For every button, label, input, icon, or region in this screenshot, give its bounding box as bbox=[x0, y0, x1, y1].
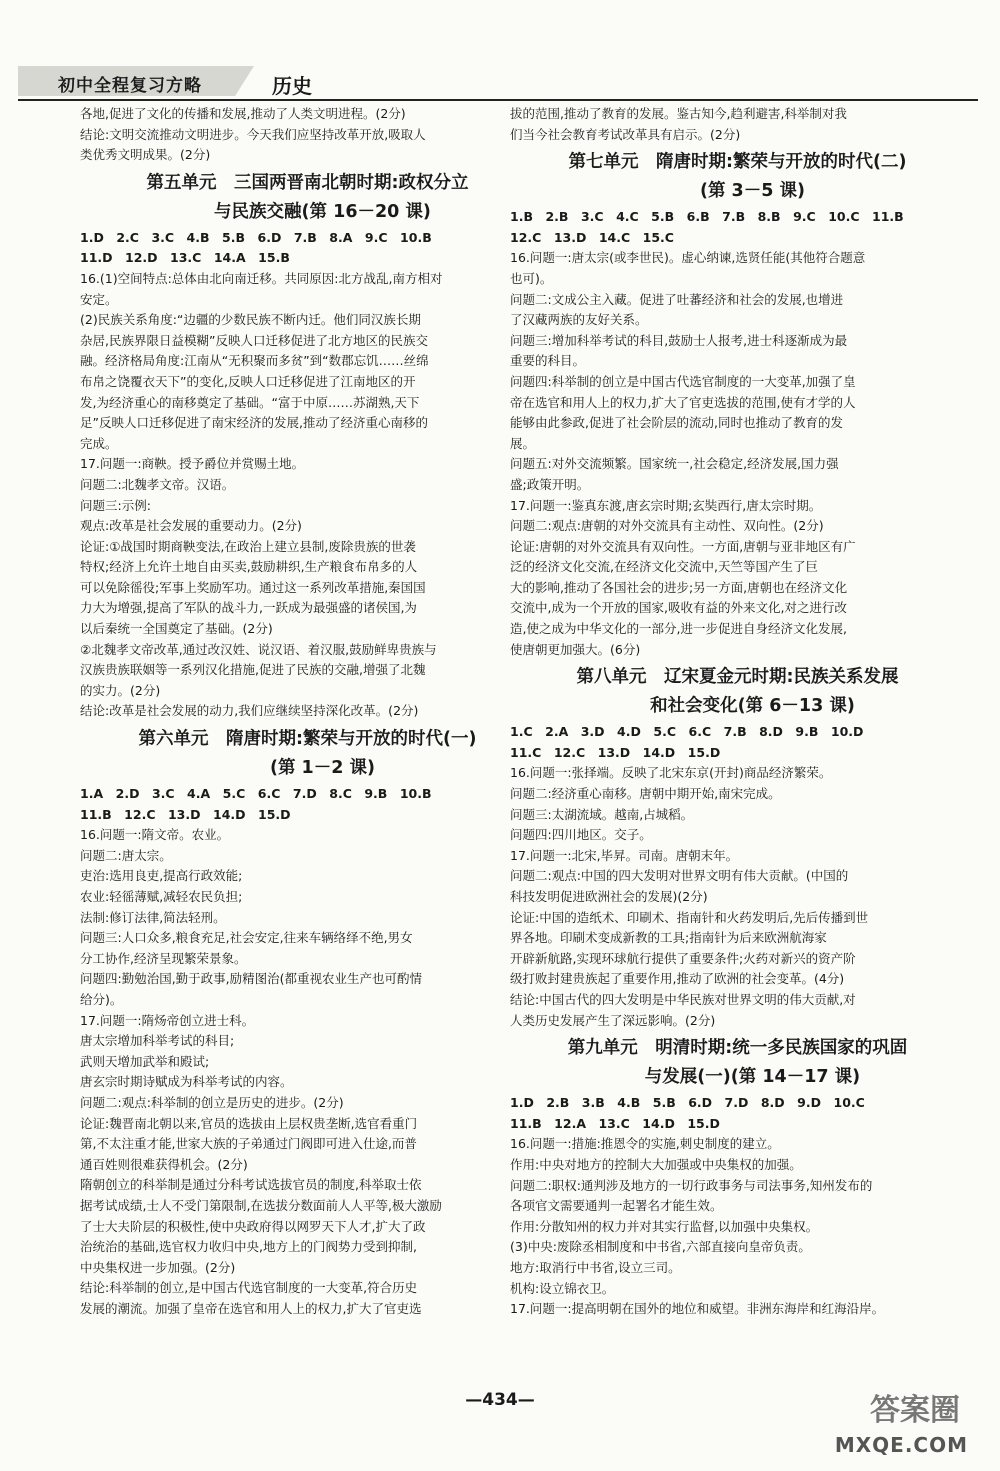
answer-text-line: 了汉藏两族的友好关系。 bbox=[510, 312, 648, 328]
answer-text-line: 结论:科举制的创立,是中国古代选官制度的一大变革,符合历史 bbox=[80, 1280, 418, 1296]
answer-text-line: 级打败封建贵族起了重要作用,推动了欧洲的社会变革。(4分) bbox=[510, 971, 845, 987]
answer-text-line: 帝在选官和用人上的权力,扩大了官吏选拔的范围,使有才学的人 bbox=[510, 394, 856, 410]
answer-text-line: 泛的经济文化交流,在经济文化交流中,天竺等国产生了巨 bbox=[510, 559, 818, 575]
answer-key-line: 11.C 12.C 13.D 14.D 15.D bbox=[510, 744, 721, 760]
answer-text-line: 中央集权进一步加强。(2分) bbox=[80, 1259, 236, 1275]
right-column bbox=[510, 104, 965, 1320]
answer-key-line: 12.C 13.D 14.C 15.C bbox=[510, 229, 674, 245]
answer-text-line: 17.问题一:商鞅。授予爵位并赏赐土地。 bbox=[80, 456, 305, 472]
answer-text-line: 重要的科目。 bbox=[510, 353, 586, 369]
answer-text-line: 问题二:观点:唐朝的对外交流具有主动性、双向性。(2分) bbox=[510, 518, 824, 534]
answer-key-line: 1.B 2.B 3.C 4.C 5.B 6.B 7.B 8.B 9.C 10.C 11.B bbox=[510, 209, 904, 225]
answer-text-line: 融。经济格局角度:江南从“无积聚而多贫”到“数郡忘饥……丝绵 bbox=[80, 353, 429, 369]
answer-text-line: 问题三:太湖流域。越南,占城稻。 bbox=[510, 806, 694, 822]
answer-text-line: 作用:中央对地方的控制大大加强或中央集权的加强。 bbox=[510, 1156, 802, 1172]
watermark-text: MXQE.COM bbox=[834, 1433, 968, 1457]
answer-text-line: 展。 bbox=[510, 435, 536, 451]
answer-text-line: 界各地。印刷术变成新教的工具;指南针为后来欧洲航海家 bbox=[510, 930, 827, 946]
page-header bbox=[18, 66, 978, 102]
answer-text-line: 能够由此参政,促进了社会阶层的流动,同时也推动了教育的发 bbox=[510, 415, 843, 431]
answer-text-line: 吏治:选用良吏,提高行政效能; bbox=[80, 868, 243, 884]
answer-text-line: 特权;经济上允许土地自由买卖,鼓励耕织,生产粮食布帛多的人 bbox=[80, 559, 418, 575]
answer-text-line: 各地,促进了文化的传播和发展,推动了人类文明进程。(2分) bbox=[80, 106, 406, 121]
answer-text-line: 问题四:四川地区。交子。 bbox=[510, 827, 652, 843]
answer-text-line: 地方:取消行中书省,设立三司。 bbox=[510, 1259, 681, 1275]
answer-text-line: 的实力。(2分) bbox=[80, 682, 161, 698]
answer-text-line: 杂居,民族界限日益模糊”反映人口迁移促进了北方地区的民族交 bbox=[80, 332, 428, 348]
watermark-logo: 答案圈 bbox=[870, 1393, 960, 1428]
unit-heading-line2: (第 1－2 课) bbox=[269, 758, 376, 779]
answer-text-line: 大的影响,推动了各国社会的进步;另一方面,唐朝也在经济文化 bbox=[510, 579, 848, 595]
unit-heading bbox=[510, 663, 965, 721]
answer-text-line: 发展的潮流。加强了皇帝在选官和用人上的权力,扩大了官吏选 bbox=[80, 1300, 422, 1316]
answer-text-line: 也可)。 bbox=[510, 270, 553, 286]
answer-text-line: 隋朝创立的科举制是通过分科考试选拔官员的制度,科举取士依 bbox=[80, 1177, 422, 1193]
unit-heading bbox=[80, 169, 535, 227]
unit-heading-line2: 和社会变化(第 6－13 课) bbox=[650, 696, 855, 717]
answer-text-line: 作用:分散知州的权力并对其实行监督,以加强中央集权。 bbox=[510, 1218, 819, 1234]
answer-text-line: 问题三:增加科举考试的科目,鼓励士人报考,进士科逐渐成为最 bbox=[510, 332, 848, 348]
answer-text-line: 结论:改革是社会发展的动力,我们应继续坚持深化改革。(2分) bbox=[80, 703, 419, 719]
unit-heading-line1: 第六单元 隋唐时期:繁荣与开放的时代(一) bbox=[138, 729, 477, 750]
series-title: 初中全程复习方略 bbox=[58, 76, 202, 96]
unit-heading bbox=[80, 725, 535, 783]
answer-text-line: 类优秀文明成果。(2分) bbox=[80, 147, 211, 163]
answer-text-line: 16.问题一:唐太宗(或李世民)。虚心纳谏,选贤任能(其他符合题意 bbox=[510, 250, 866, 266]
answer-text-line: 17.问题一:鉴真东渡,唐玄宗时期;玄奘西行,唐太宗时期。 bbox=[510, 497, 822, 513]
answer-text-line: 问题四:科举制的创立是中国古代选官制度的一大变革,加强了皇 bbox=[510, 373, 856, 389]
answer-key-line: 1.D 2.B 3.B 4.B 5.B 6.D 7.D 8.D 9.D 10.C bbox=[510, 1095, 865, 1111]
answer-text-line: (2)民族关系角度:“边疆的少数民族不断内迁。他们同汉族长期 bbox=[80, 312, 421, 328]
unit-heading-line1: 第九单元 明清时期:统一多民族国家的巩固 bbox=[567, 1038, 908, 1059]
answer-text-line: 据考试成绩,士人不受门第限制,在选拔分数面前人人平等,极大激励 bbox=[80, 1197, 442, 1213]
answer-text-line: 造,使之成为中华文化的一部分,进一步促进自身经济文化发展, bbox=[510, 621, 847, 637]
answer-text-line: 问题二:北魏孝文帝。汉语。 bbox=[80, 476, 235, 492]
answer-key-line: 11.B 12.A 13.C 14.D 15.D bbox=[510, 1115, 720, 1131]
answer-text-line: 论证:中国的造纸术、印刷术、指南针和火药发明后,先后传播到世 bbox=[510, 909, 869, 925]
answer-text-line: 完成。 bbox=[80, 435, 118, 451]
answer-text-line: 使唐朝更加强大。(6分) bbox=[510, 641, 641, 657]
answer-text-line: 人类历史发展产生了深远影响。(2分) bbox=[510, 1012, 716, 1028]
answer-text-line: 问题二:唐太宗。 bbox=[80, 847, 172, 863]
answer-key-line: 1.A 2.D 3.C 4.A 5.C 6.C 7.D 8.C 9.B 10.B bbox=[80, 786, 432, 802]
answer-text-line: 论证:唐朝的对外交流具有双向性。一方面,唐朝与亚非地区有广 bbox=[510, 538, 856, 554]
answer-text-line: 论证:①战国时期商鞅变法,在政治上建立县制,废除贵族的世袭 bbox=[80, 538, 416, 554]
unit-heading-line2: 与发展(一)(第 14－17 课) bbox=[644, 1067, 861, 1088]
answer-text-line: 唐玄宗时期诗赋成为科举考试的内容。 bbox=[80, 1074, 293, 1090]
answer-text-line: 可以免除徭役;军事上奖励军功。通过这一系列改革措施,秦国国 bbox=[80, 579, 426, 595]
answer-text-line: 科技发明促进欧洲社会的发展)(2分) bbox=[510, 889, 708, 904]
answer-text-line: 盛;政策开明。 bbox=[510, 476, 590, 492]
answer-text-line: 法制:修订法律,简法轻刑。 bbox=[80, 909, 226, 925]
answer-text-line: 问题五:对外交流频繁。国家统一,社会稳定,经济发展,国力强 bbox=[510, 456, 839, 472]
header-rule bbox=[18, 99, 978, 101]
answer-text-line: 17.问题一:提高明朝在国外的地位和威望。非洲东海岸和红海沿岸。 bbox=[510, 1301, 885, 1317]
answer-text-line: 16.(1)空间特点:总体由北向南迁移。共同原因:北方战乱,南方相对 bbox=[80, 270, 443, 286]
answer-text-line: 唐太宗增加科举考试的科目; bbox=[80, 1033, 235, 1049]
answer-text-line: 布帛之饶覆衣天下”的变化,反映人口迁移促进了江南地区的开 bbox=[80, 373, 416, 389]
answer-key-line: 1.C 2.A 3.D 4.D 5.C 6.C 7.B 8.D 9.B 10.D bbox=[510, 724, 864, 740]
answer-key-line: 1.D 2.C 3.C 4.B 5.B 6.D 7.B 8.A 9.C 10.B bbox=[80, 229, 432, 245]
answer-text-line: 以后秦统一全国奠定了基础。(2分) bbox=[80, 621, 273, 637]
unit-heading bbox=[510, 1034, 965, 1092]
answer-text-line: 给分)。 bbox=[80, 991, 123, 1007]
answer-text-line: 问题二:观点:中国的四大发明对世界文明有伟大贡献。(中国的 bbox=[510, 868, 849, 884]
answer-text-line: 通百姓则很难获得机会。(2分) bbox=[80, 1156, 248, 1172]
answer-text-line: 问题三:人口众多,粮食充足,社会安定,往来车辆络绎不绝,男女 bbox=[80, 930, 413, 946]
answer-text-line: 问题四:勤勉治国,勤于政事,励精图治(都重视农业生产也可酌情 bbox=[80, 971, 423, 987]
answer-text-line: 16.问题一:隋文帝。农业。 bbox=[80, 827, 230, 843]
answer-text-line: 发,为经济重心的南移奠定了基础。“富于中原……苏湖熟,天下 bbox=[80, 394, 420, 410]
answer-text-line: 观点:改革是社会发展的重要动力。(2分) bbox=[80, 518, 302, 534]
answer-text-line: ②北魏孝文帝改革,通过改汉姓、说汉语、着汉服,鼓励鲜卑贵族与 bbox=[80, 641, 437, 657]
answer-text-line: 17.问题一:北宋,毕昇。司南。唐朝末年。 bbox=[510, 847, 739, 863]
answer-text-line: 论证:魏晋南北朝以来,官员的选拔由上层权贵垄断,选官看重门 bbox=[80, 1115, 418, 1131]
answer-key-line: 11.D 12.D 13.C 14.A 15.B bbox=[80, 250, 290, 266]
answer-text-line: 结论:文明交流推动文明进步。今天我们应坚持改革开放,吸取人 bbox=[80, 126, 426, 142]
answer-text-line: 16.问题一:措施:推恩令的实施,刺史制度的建立。 bbox=[510, 1136, 780, 1152]
answer-text-line: 治统治的基础,选官权力收归中央,地方上的门阀势力受到抑制, bbox=[80, 1239, 417, 1255]
subject-title: 历史 bbox=[272, 74, 312, 98]
answer-text-line: 们当今社会教育考试改革具有启示。(2分) bbox=[510, 126, 741, 142]
answer-text-line: 交流中,成为一个开放的国家,吸收有益的外来文化,对之进行改 bbox=[510, 600, 847, 616]
answer-text-line: 了士大夫阶层的积极性,使中央政府得以网罗天下人才,扩大了政 bbox=[80, 1218, 426, 1234]
answer-text-line: 武则天增加武举和殿试; bbox=[80, 1053, 210, 1069]
left-column bbox=[80, 104, 535, 1319]
answer-text-line: 问题二:经济重心南移。唐朝中期开始,南宋完成。 bbox=[510, 786, 781, 802]
answer-text-line: 问题二:观点:科举制的创立是历史的进步。(2分) bbox=[80, 1094, 344, 1110]
answer-text-line: 问题三:示例: bbox=[80, 497, 151, 513]
answer-text-line: 足”反映人口迁移促进了南宋经济的发展,推动了经济重心南移的 bbox=[80, 415, 428, 431]
answer-text-line: (3)中央:废除丞相制度和中书省,六部直接向皇帝负责。 bbox=[510, 1239, 811, 1255]
page-number: —434— bbox=[465, 1390, 535, 1410]
unit-heading-line1: 第八单元 辽宋夏金元时期:民族关系发展 bbox=[576, 667, 899, 688]
unit-heading-line2: 与民族交融(第 16－20 课) bbox=[214, 201, 431, 222]
answer-key-line: 11.B 12.C 13.D 14.D 15.D bbox=[80, 806, 291, 822]
unit-heading-line2: (第 3－5 课) bbox=[699, 181, 806, 202]
answer-text-line: 各项官文需要通判一起署名才能生效。 bbox=[510, 1198, 723, 1214]
answer-text-line: 第,不太注重才能,世家大族的子弟通过门阀即可进入仕途,而普 bbox=[80, 1136, 417, 1152]
answer-text-line: 问题二:文成公主入藏。促进了吐蕃经济和社会的发展,也增进 bbox=[510, 291, 844, 307]
answer-text-line: 分工协作,经济呈现繁荣景象。 bbox=[80, 950, 247, 966]
answer-text-line: 机构:设立锦衣卫。 bbox=[510, 1280, 615, 1296]
answer-text-line: 汉族贵族联姻等一系列汉化措施,促进了民族的交融,增强了北魏 bbox=[80, 662, 426, 678]
answer-text-line: 拔的范围,推动了教育的发展。鉴古知今,趋利避害,科举制对我 bbox=[510, 106, 847, 121]
answer-text-line: 安定。 bbox=[80, 291, 118, 307]
answer-text-line: 16.问题一:张择端。反映了北宋东京(开封)商品经济繁荣。 bbox=[510, 765, 832, 781]
answer-text-line: 开辟新航路,实现环球航行提供了重要条件;火药对新兴的资产阶 bbox=[510, 950, 856, 966]
answer-text-line: 力大为增强,提高了军队的战斗力,一跃成为最强盛的诸侯国,为 bbox=[80, 600, 417, 616]
answer-text-line: 问题二:职权:通判涉及地方的一切行政事务与司法事务,知州发布的 bbox=[510, 1177, 873, 1193]
answer-text-line: 农业:轻徭薄赋,减轻农民负担; bbox=[80, 889, 243, 904]
answer-text-line: 结论:中国古代的四大发明是中华民族对世界文明的伟大贡献,对 bbox=[510, 991, 856, 1007]
unit-heading-line1: 第五单元 三国两晋南北朝时期:政权分立 bbox=[146, 172, 469, 193]
unit-heading bbox=[510, 148, 965, 206]
answer-text-line: 17.问题一:隋炀帝创立进士科。 bbox=[80, 1012, 255, 1028]
unit-heading-line1: 第七单元 隋唐时期:繁荣与开放的时代(二) bbox=[568, 152, 907, 173]
